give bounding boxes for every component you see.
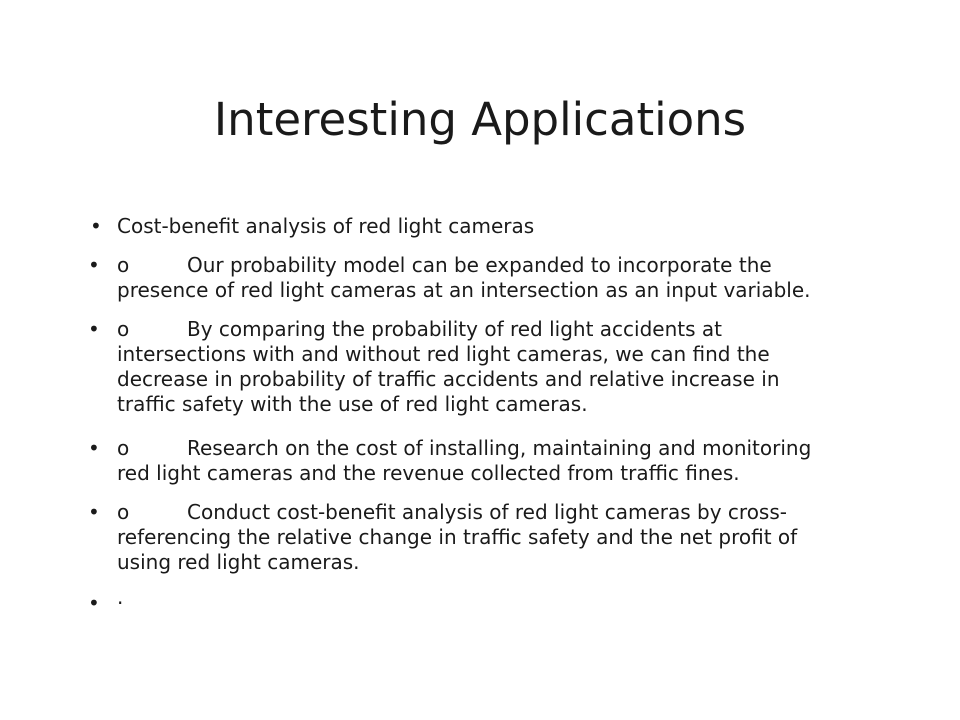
sub-bullet-marker: o bbox=[117, 253, 130, 277]
bullet-icon: • bbox=[88, 317, 100, 341]
bullet-text: Our probability model can be expanded to incorporate the presence of red light cameras at an intersection as an input variable. bbox=[117, 253, 811, 302]
bullet-icon: • bbox=[88, 500, 100, 524]
bullet-icon: • bbox=[90, 214, 102, 238]
bullet-icon: • bbox=[88, 436, 100, 460]
sub-bullet-marker: o bbox=[117, 436, 130, 460]
bullet-text: Conduct cost-benefit analysis of red light cameras by cross-referencing the relative change in traffic safety and the net profit of using red light cameras. bbox=[117, 500, 798, 574]
sub-bullet-marker: o bbox=[117, 317, 130, 341]
bullet-icon: • bbox=[88, 253, 100, 277]
bullet-text: By comparing the probability of red light accidents at intersections with and without red light cameras, we can find the decrease in probability of traffic accidents and relative increase in traffic safety with the use of red light cameras. bbox=[117, 317, 780, 416]
bullet-text: · bbox=[117, 591, 124, 615]
bullet-text: Research on the cost of installing, maintaining and monitoring red light cameras and the revenue collected from traffic fines. bbox=[117, 436, 812, 485]
slide-title: Interesting Applications bbox=[213, 93, 747, 146]
bullet-icon: • bbox=[88, 591, 100, 615]
sub-bullet-marker: o bbox=[117, 500, 130, 524]
bullet-text: Cost-benefit analysis of red light cameras bbox=[117, 214, 535, 238]
